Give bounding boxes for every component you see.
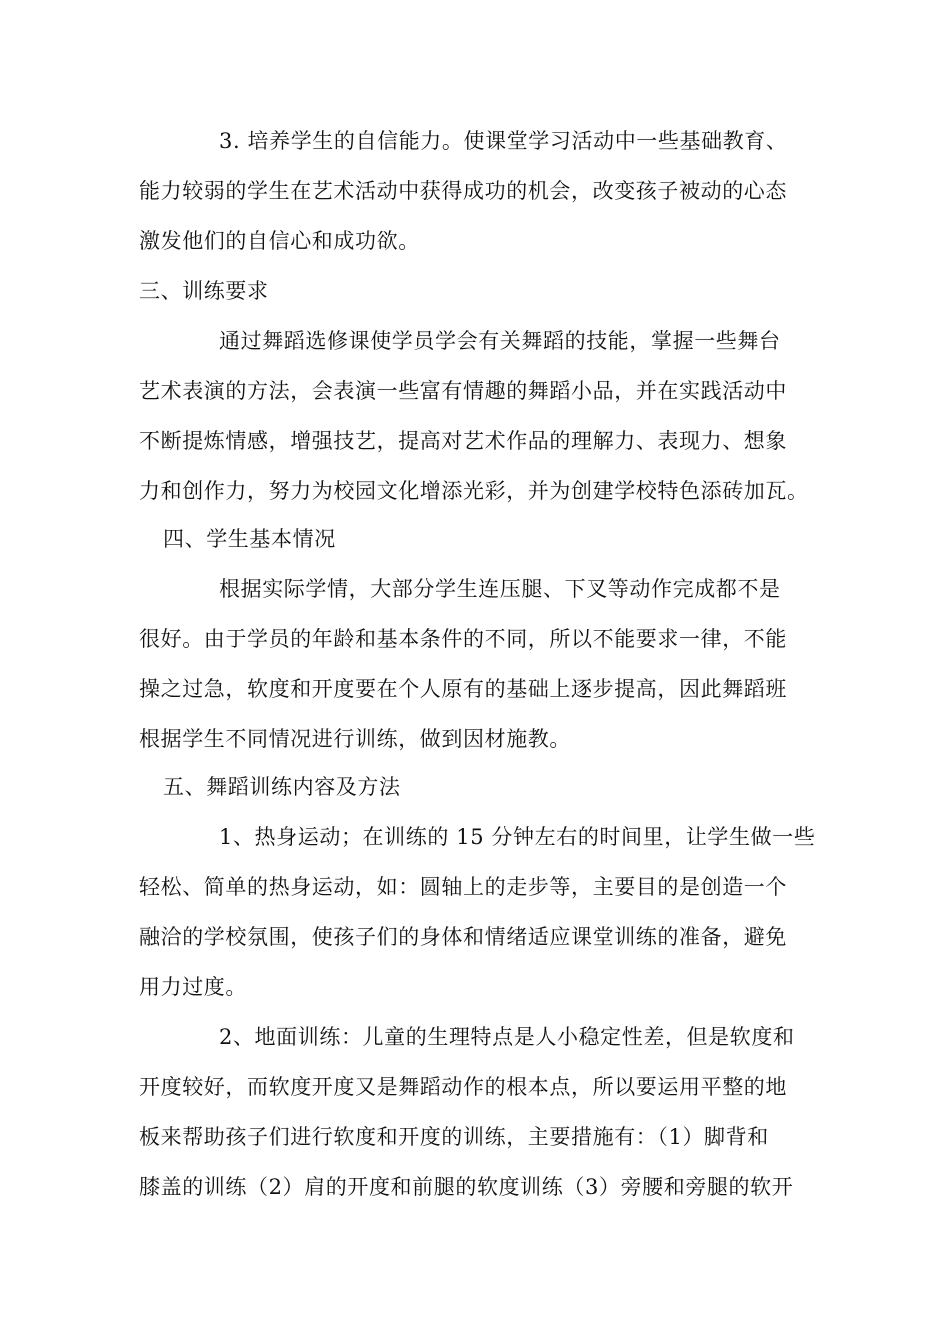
paragraph-2-line-2: 艺术表演的方法，会表演一些富有情趣的舞蹈小品，并在实践活动中 — [139, 379, 787, 403]
paragraph-5-line-1: 2、地面训练：儿童的生理特点是人小稳定性差，但是软度和 — [219, 1025, 795, 1049]
section-heading-training-content: 五、舞蹈训练内容及方法 — [163, 775, 401, 799]
section-heading-student-situation: 四、学生基本情况 — [163, 527, 336, 551]
paragraph-3-line-2: 很好。由于学员的年龄和基本条件的不同，所以不能要求一律，不能 — [139, 627, 787, 651]
paragraph-5-line-3: 板来帮助孩子们进行软度和开度的训练，主要措施有：（1）脚背和 — [139, 1125, 769, 1149]
paragraph-1-line-2: 能力较弱的学生在艺术活动中获得成功的机会，改变孩子被动的心态 — [139, 179, 787, 203]
paragraph-5-line-2: 开度较好，而软度开度又是舞蹈动作的根本点，所以要运用平整的地 — [139, 1075, 787, 1099]
paragraph-3-line-1: 根据实际学情，大部分学生连压腿、下叉等动作完成都不是 — [219, 577, 781, 601]
paragraph-1-line-1: 3. 培养学生的自信能力。使课堂学习活动中一些基础教育、 — [219, 129, 788, 153]
paragraph-4-line-2: 轻松、简单的热身运动，如：圆轴上的走步等，主要目的是创造一个 — [139, 875, 787, 899]
paragraph-2-line-3: 不断提炼情感，增强技艺，提高对艺术作品的理解力、表现力、想象 — [139, 429, 787, 453]
paragraph-3-line-3: 操之过急，软度和开度要在个人原有的基础上逐步提高，因此舞蹈班 — [139, 677, 787, 701]
paragraph-5-line-4: 膝盖的训练（2）肩的开度和前腿的软度训练（3）旁腰和旁腿的软开 — [139, 1175, 794, 1199]
paragraph-2-line-4: 力和创作力，努力为校园文化增添光彩，并为创建学校特色添砖加瓦。 — [139, 479, 809, 503]
paragraph-1-line-3: 激发他们的自信心和成功欲。 — [139, 229, 420, 253]
paragraph-3-line-4: 根据学生不同情况进行训练，做到因材施教。 — [139, 727, 571, 751]
paragraph-4-line-4: 用力过度。 — [139, 975, 247, 999]
paragraph-4-line-3: 融洽的学校氛围，使孩子们的身体和情绪适应课堂训练的准备，避免 — [139, 925, 787, 949]
paragraph-2-line-1: 通过舞蹈选修课使学员学会有关舞蹈的技能，掌握一些舞台 — [219, 329, 781, 353]
section-heading-requirements: 三、训练要求 — [139, 279, 269, 303]
paragraph-4-line-1: 1、热身运动；在训练的 15 分钟左右的时间里，让学生做一些 — [219, 825, 816, 849]
